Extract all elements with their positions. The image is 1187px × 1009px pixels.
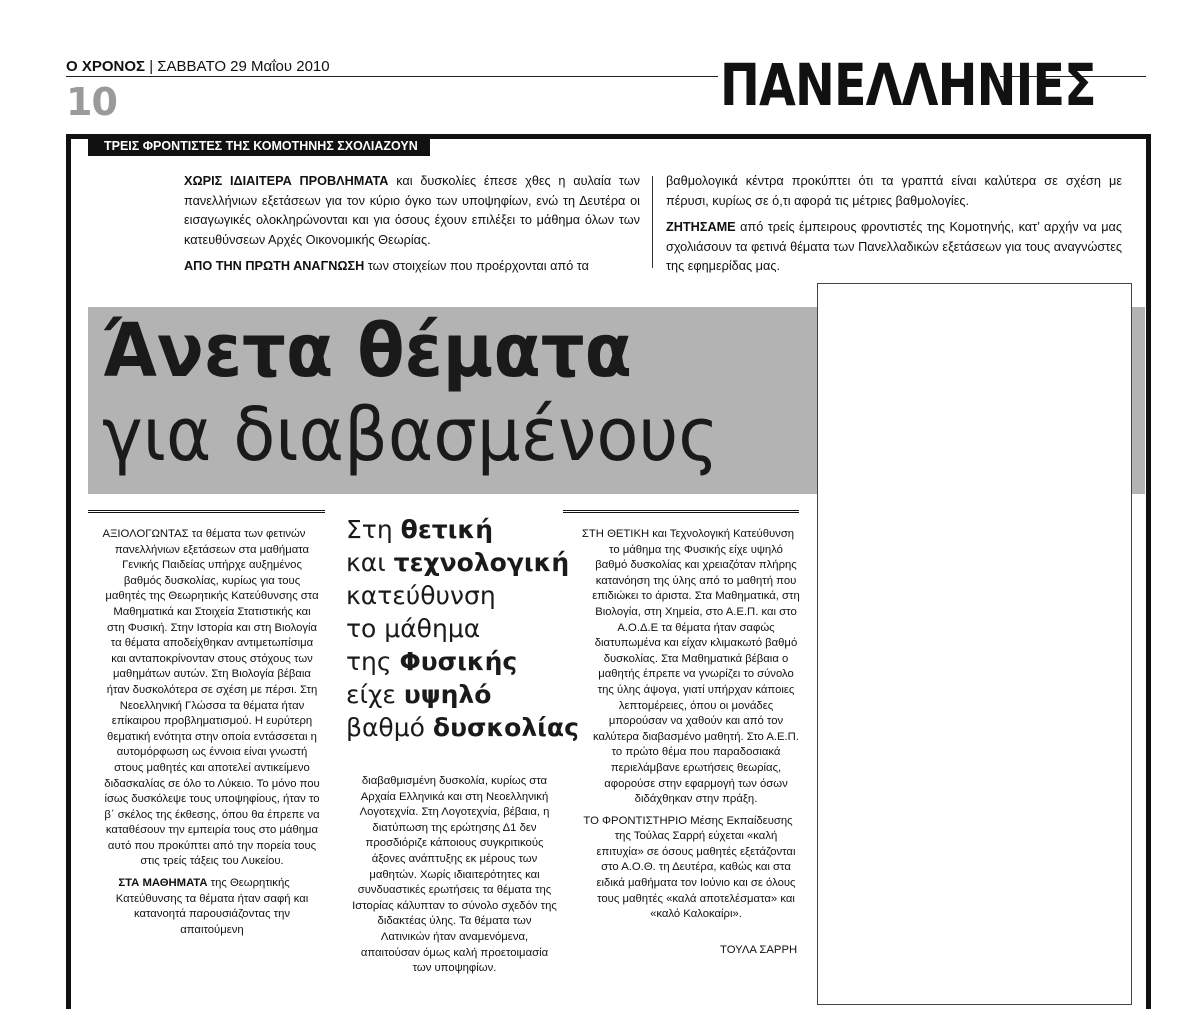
column-3-rule (563, 510, 799, 513)
pull-quote (346, 513, 579, 744)
pull-quote-word: είχε (346, 680, 404, 709)
pull-quote-word: βαθμό (346, 713, 433, 742)
section-title: ΠΑΝΕΛΛΗΝΙΕΣ (720, 51, 1096, 119)
intro-left-column (184, 172, 640, 284)
intro-paragraph (666, 218, 1122, 277)
paragraph-text: της Θεωρητικής Κατεύθυνσης τα θέματα ήταν σαφή και κατανοητά παρουσιάζοντας την απαιτούμενη (115, 877, 309, 936)
pull-quote-line (346, 546, 579, 579)
intro-right-column (666, 172, 1122, 284)
pull-quote-word: το μάθημα (346, 614, 481, 643)
pull-quote-word: και (346, 548, 394, 577)
newspaper-masthead (66, 58, 330, 75)
paragraph-lead: ΣΤΑ ΜΑΘΗΜΑΤΑ (118, 877, 208, 890)
pull-quote-emphasis: δυσκολίας (432, 713, 579, 742)
column-2 (352, 774, 557, 983)
pull-quote-line (346, 612, 579, 645)
body-paragraph (576, 814, 800, 923)
intro-lead: ΧΩΡΙΣ ΙΔΙΑΙΤΕΡΑ ΠΡΟΒΛΗΜΑΤΑ (184, 174, 389, 188)
pull-quote-line (346, 645, 579, 678)
intro-text: και δυσκολίες έπεσε χθες η αυλαία των πανελλήνιων εξετάσεων για τον κύριο όγκο των υποψηφίων, ενώ τη Δευτέρα οι εισαγωγικές ολοκληρώνονται και για όσους έχουν επιλέξει το μάθημα όλων των κατευθύνσεων Αρχές Οικονομικής Θεωρίας. (184, 174, 640, 247)
pull-quote-word: της (346, 647, 400, 676)
paragraph-lead: ΣΤΗ ΘΕΤΙΚΗ (581, 528, 650, 540)
pull-quote-line (346, 579, 579, 612)
column-1 (88, 527, 320, 944)
paragraph-text: Μέσης Εκπαίδευσης της Τούλας Σαρρή εύχεται «καλή επιτυχία» σε όσους μαθητές εξετάζονται στο Α.Ο.Θ. τη Δευτέρα, καθώς και στα ειδικά μαθήματα τον Ιούνιο και σε όλους τους μαθητές «καλά αποτελέσματα» και «καλό Καλοκαίρι». (596, 814, 796, 921)
paragraph-lead: ΤΟ ΦΡΟΝΤΙΣΤΗΡΙΟ (583, 814, 688, 827)
pull-quote-line (346, 711, 579, 744)
pull-quote-emphasis: θετική (400, 515, 493, 544)
intro-lead: ΖΗΤΗΣΑΜΕ (666, 220, 736, 235)
intro-text: των στοιχείων που προέρχονται από τα (364, 259, 589, 274)
pull-quote-line (346, 513, 579, 546)
page-number: 10 (66, 80, 117, 124)
newspaper-name: Ο ΧΡΟΝΟΣ (66, 58, 146, 75)
byline: ΤΟΥΛΑ ΣΑΡΡΗ (720, 944, 798, 956)
masthead-separator: | (149, 58, 154, 75)
header-rule-left (66, 76, 718, 77)
issue-date: ΣΑΒΒΑΤΟ 29 Μαΐου 2010 (157, 58, 330, 75)
pull-quote-word: κατεύθυνση (346, 581, 496, 610)
column-1-rule (88, 510, 325, 513)
pull-quote-emphasis: υψηλό (403, 680, 492, 709)
intro-paragraph (184, 257, 640, 277)
pull-quote-emphasis: Φυσικής (399, 647, 518, 676)
headline-line-2: για διαβασμένους (102, 392, 719, 478)
pull-quote-emphasis: τεχνολογική (393, 548, 570, 577)
intro-paragraph (666, 172, 1122, 211)
paragraph-text: τα θέματα των φετινών πανελλήνιων εξετάσεων στα μαθήματα Γενικής Παιδείας υπήρχε αυξημένος βαθμός δυσκολίας, κυρίως για τους μαθητές της Θεωρητικής Κατεύθυνσης στα Μαθηματικά και Στοιχεία Στατιστικής και στη Φυσική. Στην Ιστορία και στη Βιολογία τα θέματα αποδείχθηκαν αντιμετωπίσιμα και ανταποκρίνονταν στους στόχους των μαθημάτων αυτών. Στη Βιολογία βέβαια ήταν δυσκολότερα σε σχέση με πέρσι. Στη Νεοελληνική Γλώσσα τα θέματα ήταν επίκαιρου προβληματισμού. Η ευρύτερη θεματική ενότητα στην οποία εντάσσεται η αυτομόρφωση ως έννοια είναι γνωστή στους μαθητές και αποτελεί αντικείμενο διδασκαλίας σε όλο το Λύκειο. Το μόνο που ίσως δυσκόλεψε τους υποψηφίους, ήταν το β΄ σκέλος της έκθεσης, όπου θα έπρεπε να καταθέσουν την εμπειρία τους στο μάθημα αυτό που προκύπτει από την πορεία τους στις τρείς τάξεις του Λυκείου. (104, 528, 320, 868)
paragraph-lead: ΑΞΙΟΛΟΓΩΝΤΑΣ (102, 528, 189, 540)
kicker-label: ΤΡΕΙΣ ΦΡΟΝΤΙΣΤΕΣ ΤΗΣ ΚΟΜΟΤΗΝΗΣ ΣΧΟΛΙΑΖΟΥΝ (88, 136, 430, 156)
intro-lead: ΑΠΟ ΤΗΝ ΠΡΩΤΗ ΑΝΑΓΝΩΣΗ (184, 259, 365, 274)
paragraph-text: και Τεχνολογική Κατεύθυνση το μάθημα της Φυσικής είχε υψηλό βαθμό δυσκολίας και χρειαζόταν πλήρης κατανόηση της ύλης από το μαθητή που επιδιώκει το άριστα. Στα Μαθηματικά, στη Βιολογία, στη Χημεία, στο Α.Ε.Π. και στο Α.Ο.Δ.Ε τα θέματα ήταν σαφώς διατυπωμένα και είχαν κλιμακωτό βαθμό δυσκολίας. Στα Μαθηματικά βέβαια ο μαθητής έπρεπε να γνωρίζει το σύνολο της ύλης άψογα, γιατί υπήρχαν κάποιες λεπτομέρειες, όπου οι μονάδες μπορούσαν να χαθούν και από τον καλύτερα διαβασμένο μαθητή. Στο Α.Ε.Π. το πρώτο θέμα που παραδοσιακά περιελάμβανε ερωτήσεις θεωρίας, αφορούσε στην εφαρμογή των όσων διδάχθηκαν στην πράξη. (592, 528, 800, 806)
intro-text: από τρείς έμπειρους φροντιστές της Κομοτηνής, κατ’ αρχήν να μας σχολιάσουν τα φετινά θέματα των Πανελλαδικών εξετάσεων για τους αναγνώστες της εφημερίδας μας. (666, 220, 1122, 274)
column-3 (576, 527, 800, 929)
body-paragraph: διαβαθμισμένη δυσκολία, κυρίως στα Αρχαία Ελληνικά και στη Νεοελληνική Λογοτεχνία. Στη Λογοτεχνία, βέβαια, η διατύπωση της ερώτησης Δ1 δεν προσδιόριζε κάποιους συγκριτικούς άξονες ανάπτυξης εκ μέρους των μαθητών. Χωρίς ιδιαιτερότητες και συνδυαστικές ερωτήσεις τα θέματα της Ιστορίας κάλυπταν το σύνολο σχεδόν της διδακτέας ύλης. Τα θέματα των Λατινικών ήταν αναμενόμενα, απαιτούσαν όμως καλή προετοιμασία των υποψηφίων. (352, 775, 557, 975)
blank-ad-box (817, 283, 1132, 1005)
intro-text: βαθμολογικά κέντρα προκύπτει ότι τα γραπτά είναι καλύτερα σε σχέση με πέρυσι, κυρίως σε ό,τι αφορά τις μέτριες βαθμολογίες. (666, 174, 1122, 208)
pull-quote-line (346, 678, 579, 711)
intro-divider (652, 176, 653, 268)
headline-line-1: Άνετα θέματα (102, 308, 632, 394)
intro-paragraph (184, 172, 640, 250)
body-paragraph (576, 527, 800, 808)
pull-quote-word: Στη (346, 515, 401, 544)
body-paragraph (88, 527, 320, 870)
body-paragraph (88, 876, 320, 938)
